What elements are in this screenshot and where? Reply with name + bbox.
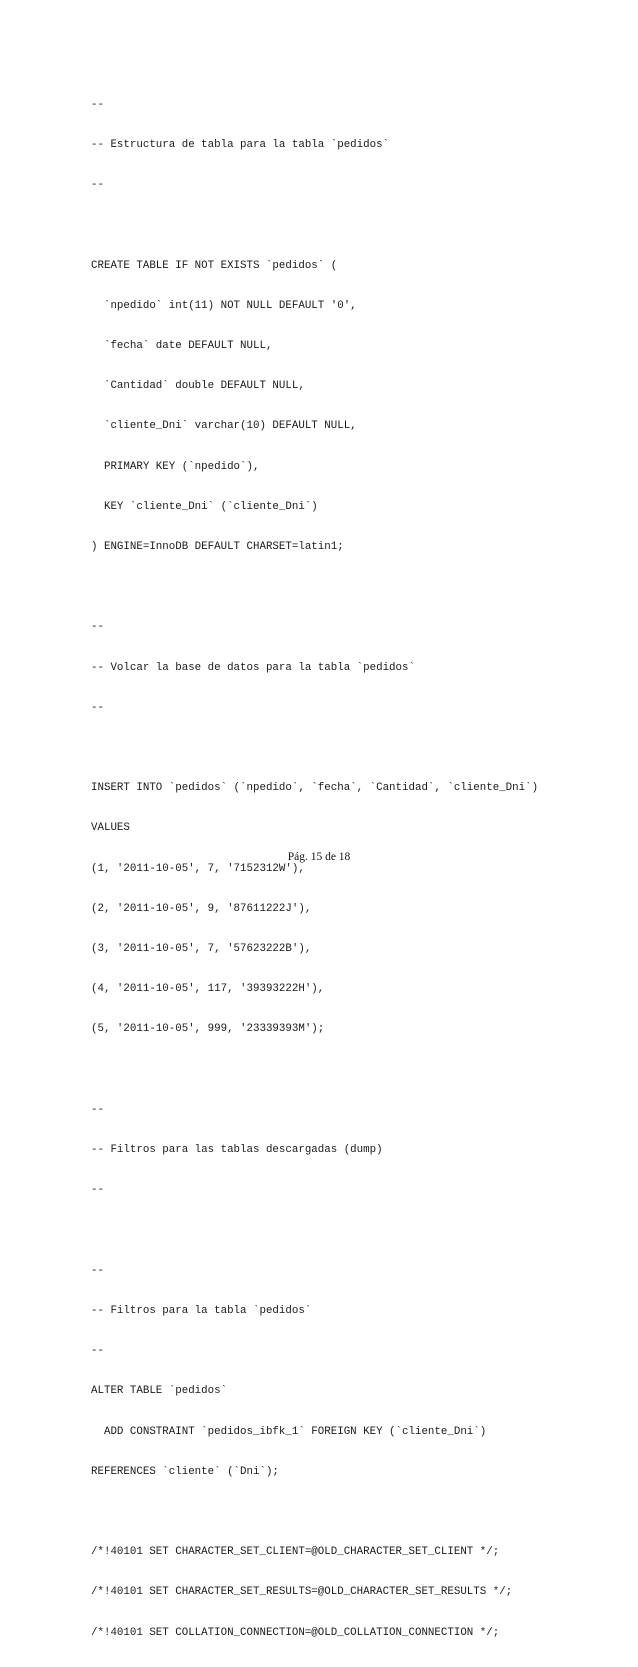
code-line: -- Estructura de tabla para la tabla `pedidos` xyxy=(91,139,390,152)
code-line: REFERENCES `cliente` (`Dni`); xyxy=(91,1465,279,1478)
code-line: -- xyxy=(91,621,104,634)
code-line: ADD CONSTRAINT `pedidos_ibfk_1` FOREIGN KEY (`cliente_Dni`) xyxy=(91,1425,487,1438)
code-line: -- Volcar la base de datos para la tabla `pedidos` xyxy=(91,661,415,674)
code-line: VALUES xyxy=(91,822,130,835)
code-line: INSERT INTO `pedidos` (`npedido`, `fecha`, `Cantidad`, `cliente_Dni`) xyxy=(91,782,539,795)
blank-line xyxy=(91,1064,611,1077)
code-line: (1, '2011-10-05', 7, '7152312W'), xyxy=(91,862,305,875)
code-line: -- Filtros para las tablas descargadas (dump) xyxy=(91,1144,383,1157)
blank-line xyxy=(91,219,611,232)
code-line: -- xyxy=(91,179,104,192)
code-line: -- xyxy=(91,1184,104,1197)
page-number-footer: Pág. 15 de 18 xyxy=(287,851,351,863)
code-line: PRIMARY KEY (`npedido`), xyxy=(91,460,260,473)
code-line: (4, '2011-10-05', 117, '39393222H'), xyxy=(91,983,325,996)
blank-line xyxy=(91,742,611,755)
code-line: -- xyxy=(91,701,104,714)
code-line: (3, '2011-10-05', 7, '57623222B'), xyxy=(91,943,312,956)
blank-line xyxy=(91,1506,611,1519)
code-line: `Cantidad` double DEFAULT NULL, xyxy=(91,380,305,393)
code-line: -- xyxy=(91,98,104,111)
code-line: ALTER TABLE `pedidos` xyxy=(91,1385,228,1398)
code-line: ) ENGINE=InnoDB DEFAULT CHARSET=latin1; xyxy=(91,541,344,554)
code-line: `npedido` int(11) NOT NULL DEFAULT '0', xyxy=(91,299,357,312)
sql-code-block xyxy=(91,72,611,1667)
code-line: CREATE TABLE IF NOT EXISTS `pedidos` ( xyxy=(91,259,338,272)
blank-line xyxy=(91,581,611,594)
code-line: /*!40101 SET CHARACTER_SET_CLIENT=@OLD_CHARACTER_SET_CLIENT */; xyxy=(91,1546,500,1559)
code-line: (5, '2011-10-05', 999, '23339393M'); xyxy=(91,1023,325,1036)
code-line: /*!40101 SET COLLATION_CONNECTION=@OLD_COLLATION_CONNECTION */; xyxy=(91,1626,500,1639)
code-line: (2, '2011-10-05', 9, '87611222J'), xyxy=(91,902,312,915)
code-line: -- Filtros para la tabla `pedidos` xyxy=(91,1304,312,1317)
code-line: `cliente_Dni` varchar(10) DEFAULT NULL, xyxy=(91,420,357,433)
code-line: -- xyxy=(91,1345,104,1358)
code-line: -- xyxy=(91,1264,104,1277)
code-line: -- xyxy=(91,1103,104,1116)
blank-line xyxy=(91,1225,611,1238)
code-line: KEY `cliente_Dni` (`cliente_Dni`) xyxy=(91,500,318,513)
code-line: /*!40101 SET CHARACTER_SET_RESULTS=@OLD_CHARACTER_SET_RESULTS */; xyxy=(91,1586,513,1599)
code-line: `fecha` date DEFAULT NULL, xyxy=(91,340,273,353)
